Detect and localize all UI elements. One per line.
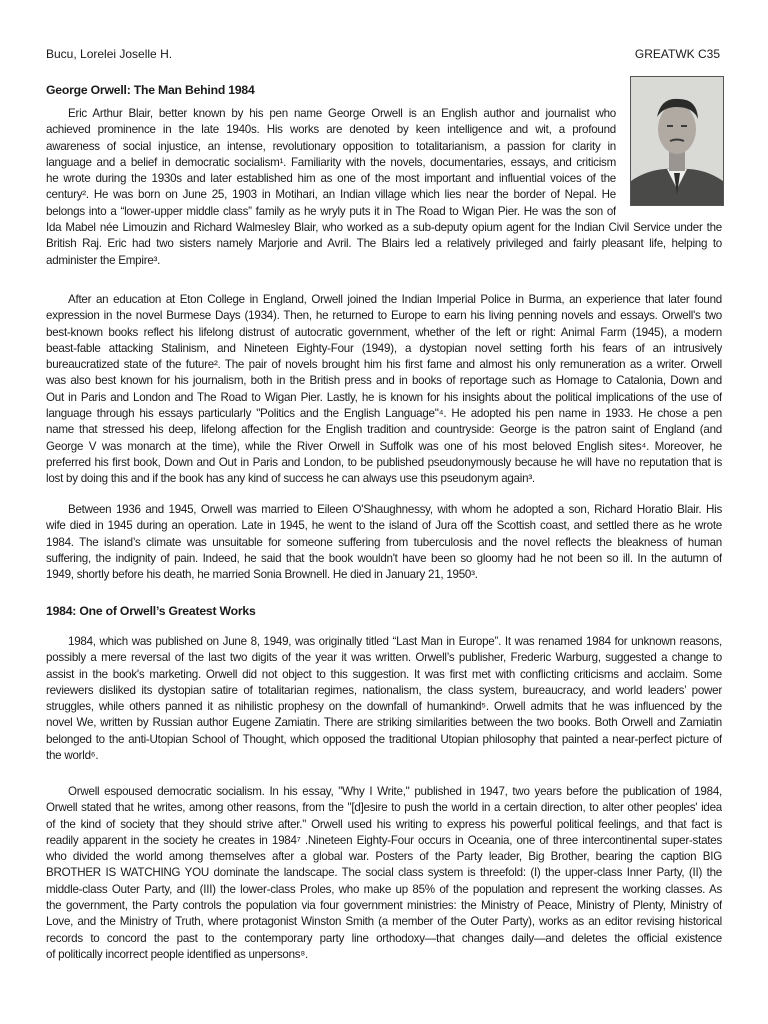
text-line: Between 1936 and 1945, Orwell was married to Eileen O'Shaughnessy, with whom he adopted a son, Richard Horatio Blair. His: [68, 503, 722, 516]
text-line: century². He was born on June 25, 1903 in Motihari, an Indian village which lies near the border of Nepal. He: [46, 188, 616, 202]
text-line: possibly a mere reversal of the last two digits of the year it was written. Orwell’s publisher, Frederic Warburg, suggested a change to: [46, 651, 722, 665]
text-line: bureaucratized state of the future². The pair of novels brought him his first fame and almost his only remuneration as a writer. Orwell: [46, 358, 722, 372]
text-line: expression in the novel Burmese Days (1934). Then, he returned to Europe to earn his living penning novels and essays. Orwell's two: [46, 309, 722, 323]
course-code: GREATWK C35: [634, 47, 720, 61]
text-line: 1984. The island’s climate was unsuitable for someone suffering from tuberculosis and the novel reflects the bleakness of human: [46, 535, 722, 549]
text-line: struggles, while others panned it as nihilistic prophesy on the downfall of humankind⁵. Orwell admits that he was influenced by the: [46, 700, 722, 714]
text-line: the world⁶.: [46, 749, 99, 763]
text-line: records to concord the past to the contemporary party line orthodoxy—that changes daily—and deletes the official existence: [46, 931, 722, 945]
text-line: achieved prominence in the late 1940s. His works are denoted by keen intelligence and wit, a profound: [46, 123, 616, 137]
text-line: Love, and the Ministry of Truth, where protagonist Winston Smith (a member of the Outer Party), works as an editor revising historical: [46, 915, 722, 929]
text-line: BROTHER IS WATCHING YOU dominate the landscape. The social class system is threefold: (I) the upper-class Inner Party, (II) the: [46, 866, 722, 880]
text-line: assist in the book's marketing. Orwell did not object to this suggestion. It was first met with conflicting criticisms and acclaim. Some: [46, 667, 722, 681]
text-line: best-known books reflect his lifelong distrust of autocratic government, whether of the left or right: Animal Farm (1945), a modern: [46, 325, 722, 339]
text-line: administer the Empire³.: [46, 253, 161, 267]
text-line: George V was monarch at the time), while the River Orwell in Suffolk was one of his most beloved English sites⁴. Moreover, he: [46, 439, 722, 453]
section-title-1984: 1984: One of Orwell’s Greatest Works: [46, 604, 256, 618]
text-line: middle-class Outer Party, and (III) the lower-class Proles, who make up 85% of the population and represent the working classes. As: [46, 882, 722, 896]
text-line: was also best known for his journalism, both in the British press and in books of reportage such as Homage to Catalonia, Down and: [46, 374, 722, 388]
text-line: of politically incorrect people identified as unpersons⁸.: [46, 947, 308, 961]
text-line: lost by doing this and if the book has any kind of success he can always use this pseudonym again³.: [46, 472, 535, 486]
bio-paragraph-1: [46, 106, 722, 269]
text-line: 1949, shortly before his death, he married Sonia Brownell. He died in January 21, 1950³.: [46, 568, 478, 582]
text-line: British Raj. Eric had two sisters namely Marjorie and Avril. The Blairs led a relatively privileged and fairly pleasant life, helping to: [46, 237, 722, 251]
text-line: Orwell espoused democratic socialism. In his essay, "Why I Write," published in 1947, two years before the publication of 1984,: [68, 785, 722, 798]
author-name: Bucu, Lorelei Joselle H.: [46, 47, 173, 61]
text-line: Orwell stated that he writes, among other reasons, from the "[d]esire to push the world in a certain direction, to alter other peoples' idea: [46, 801, 722, 815]
text-line: wife died in 1945 during an operation. Late in 1945, he went to the island of Jura off the Scottish coast, and settled there as he wrote: [46, 519, 722, 533]
text-line: Ida Mabel née Limouzin and Richard Walmesley Blair, who worked as a sub-deputy opium agent for the Indian Civil Service under the: [46, 221, 722, 235]
text-line: Eric Arthur Blair, better known by his pen name George Orwell is an English author and journalist who: [68, 107, 616, 120]
text-line: belongs into a “lower-upper middle class” family as he wryly puts it in The Road to Wigan Pier. He was the son of: [46, 204, 616, 218]
text-line: After an education at Eton College in England, Orwell joined the Indian Imperial Police in Burma, an experience that later found: [68, 293, 722, 306]
text-line: suffering, the indignity of pain. Indeed, he said that the book wouldn't have been so gloomy had he not been so ill. In the autumn of: [46, 551, 722, 565]
text-line: of the kind of society that they should strive after." Orwell used his writing to express his powerful political feelings, and that fact is: [46, 817, 722, 831]
text-line: belonged to the anti-Utopian School of Thought, which opposed the traditional Utopian philosophy that painted a near-perfect picture of: [46, 732, 722, 746]
text-line: preferred his first book, Down and Out in Paris and London, to be published pseudonymously because he will have no reputation that is: [46, 455, 722, 469]
text-line: 1984, which was published on June 8, 1949, was originally titled “Last Man in Europe”. It was renamed 1984 for unknown reasons,: [68, 635, 722, 648]
bio-paragraph-3: [46, 502, 722, 583]
text-line: readily apparent in the society he creates in 1984⁷ .Nineteen Eighty-Four occurs in Oceania, one of three intercontinental super-states: [46, 833, 722, 847]
text-line: beast-fable attacking Stalinism, and Nineteen Eighty-Four (1949), a dystopian novel setting forth his fears of an intrusively: [46, 341, 722, 355]
text-line: awareness of social injustice, an intense, revolutionary opposition to totalitarianism, a passion for clarity in: [46, 139, 616, 153]
novel-paragraph-1: [46, 634, 722, 764]
text-line: who divided the world among themselves after a global war. Posters of the Party leader, Big Brother, bearing the caption BIG: [46, 850, 722, 864]
text-line: language through his essays particularly "Politics and the English Language"⁴. He adopted his pen name in 1933. He chose a pen: [46, 407, 722, 421]
text-line: reviewers disliked its dystopian satire of totalitarian regimes, nationalism, the class system, bureaucracy, and world leaders’ power: [46, 683, 722, 697]
text-line: language and a belief in democratic socialism¹. Familiarity with the novels, documentaries, essays, and criticism: [46, 155, 616, 169]
text-line: Out in Paris and London and The Road to Wigan Pier. Lastly, he is known for his insights about the political implications of the use of: [46, 390, 722, 404]
section-title-orwell: George Orwell: The Man Behind 1984: [46, 83, 255, 97]
text-line: the government, the Party controls the population via four government ministries: the Ministry of Peace, Ministry of Plenty, Ministry of: [46, 899, 722, 913]
bio-paragraph-2: [46, 292, 722, 488]
text-line: name that stressed his deep, lifelong affection for the English tradition and countryside: George is the patron saint of England (and: [46, 423, 722, 437]
text-line: he wrote during the 1930s and later established him as one of the most important and influential voices of the: [46, 172, 616, 186]
text-line: novel We, written by Russian author Eugene Zamiatin. There are striking similarities between the two books. Both Orwell and Zamiatin: [46, 716, 722, 730]
novel-paragraph-2: [46, 784, 722, 963]
